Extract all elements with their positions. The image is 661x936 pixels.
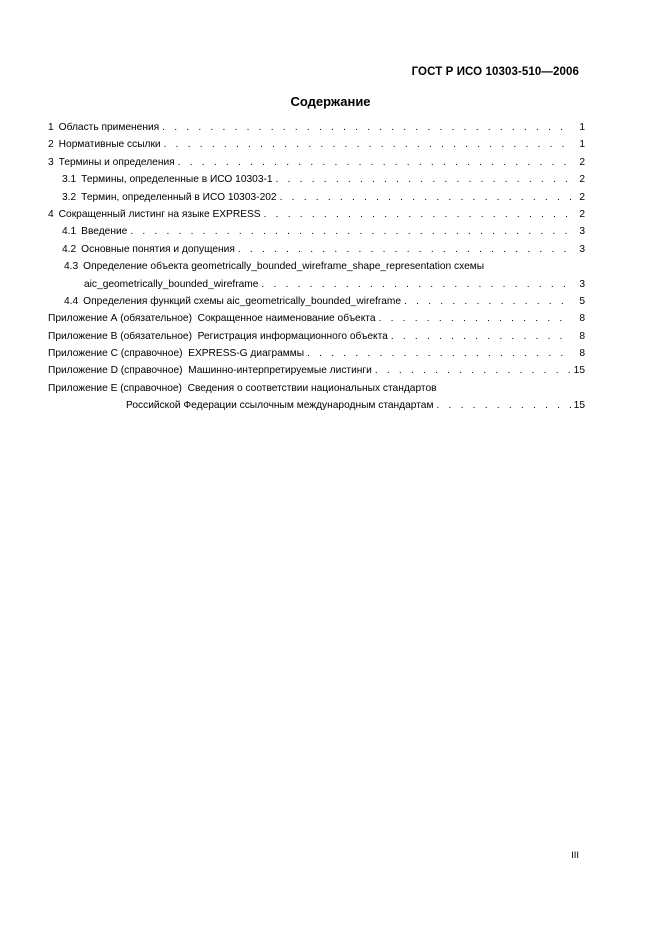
toc-page-number: 1 xyxy=(579,139,585,151)
toc-page-number: 5 xyxy=(579,295,585,307)
toc-page-number: 1 xyxy=(579,122,585,133)
dot-leader xyxy=(379,313,572,324)
toc-entry-4-2[interactable]: 4.2 Основные понятия и допущения . . . 3 xyxy=(48,244,585,261)
page-number: III xyxy=(571,850,579,861)
dot-leader xyxy=(280,192,572,203)
toc-page-number: 2 xyxy=(579,156,585,168)
toc-entry-annex-d[interactable]: Приложение D (справочное) Машинно-интерпретируемые листинги . . . 15 xyxy=(48,365,585,382)
table-of-contents xyxy=(48,122,585,418)
toc-entry-1[interactable]: 1 Область применения . . . 1 xyxy=(48,122,585,139)
dot-leader xyxy=(404,296,572,307)
dot-leader xyxy=(238,244,572,255)
toc-title: Содержание xyxy=(290,94,371,109)
toc-page-number: 3 xyxy=(579,226,585,238)
toc-entry-annex-e-line2[interactable]: Российской Федерации ссылочным международным стандартам . . . 15 xyxy=(48,400,585,417)
toc-entry-4-4[interactable]: 4.4 Определения функций схемы aic_geometrically_bounded_wireframe . . . 5 xyxy=(48,296,585,313)
standard-designation: ГОСТ Р ИСО 10303-510—2006 xyxy=(411,66,579,78)
toc-page-number: 3 xyxy=(579,278,585,290)
toc-page-number: 2 xyxy=(579,191,585,203)
toc-entry-annex-b[interactable]: Приложение В (обязательное) Регистрация информационного объекта . . . 8 xyxy=(48,331,585,348)
toc-entry-annex-e-line1[interactable]: Приложение Е (справочное) Сведения о соответствии национальных стандартов xyxy=(48,382,437,394)
toc-page-number: 2 xyxy=(579,208,585,220)
toc-page-number: 3 xyxy=(579,243,585,255)
toc-entry-4-1[interactable]: 4.1 Введение . . . 3 xyxy=(48,226,585,243)
dot-leader xyxy=(130,226,572,237)
toc-entry-3-2[interactable]: 3.2 Термин, определенный в ИСО 10303-202 . . . 2 xyxy=(48,192,585,209)
toc-entry-3-1[interactable]: 3.1 Термины, определенные в ИСО 10303-1 . . . 2 xyxy=(48,174,585,191)
toc-page-number: 8 xyxy=(579,348,585,360)
dot-leader xyxy=(178,157,572,168)
toc-page-number: 8 xyxy=(579,330,585,342)
dot-leader xyxy=(375,365,571,376)
toc-entry-annex-c[interactable]: Приложение С (справочное) EXPRESS-G диаграммы . . . 8 xyxy=(48,348,585,365)
toc-page-number: 8 xyxy=(579,313,585,325)
toc-entry-annex-a[interactable]: Приложение А (обязательное) Сокращенное наименование объекта . . . 8 xyxy=(48,313,585,330)
toc-entry-4-3-line2[interactable]: aic_geometrically_bounded_wireframe . . . 3 xyxy=(48,279,585,296)
dot-leader xyxy=(264,209,572,220)
toc-entry-4-3-line1[interactable]: 4.3 Определение объекта geometrically_bounded_wireframe_shape_representation схемы xyxy=(64,261,485,273)
toc-entry-3[interactable]: 3 Термины и определения . . . 2 xyxy=(48,157,585,174)
dot-leader xyxy=(162,122,572,133)
toc-entry-2[interactable]: 2 Нормативные ссылки . . . 1 xyxy=(48,139,585,156)
dot-leader xyxy=(276,174,572,185)
toc-entry-4[interactable]: 4 Сокращенный листинг на языке EXPRESS . . . 2 xyxy=(48,209,585,226)
toc-page-number: 15 xyxy=(573,365,585,377)
dot-leader xyxy=(391,331,572,342)
dot-leader xyxy=(436,400,570,411)
dot-leader xyxy=(307,348,572,359)
toc-page-number: 2 xyxy=(579,174,585,186)
toc-page-number: 15 xyxy=(573,400,585,412)
dot-leader xyxy=(164,139,572,150)
dot-leader xyxy=(261,279,572,290)
